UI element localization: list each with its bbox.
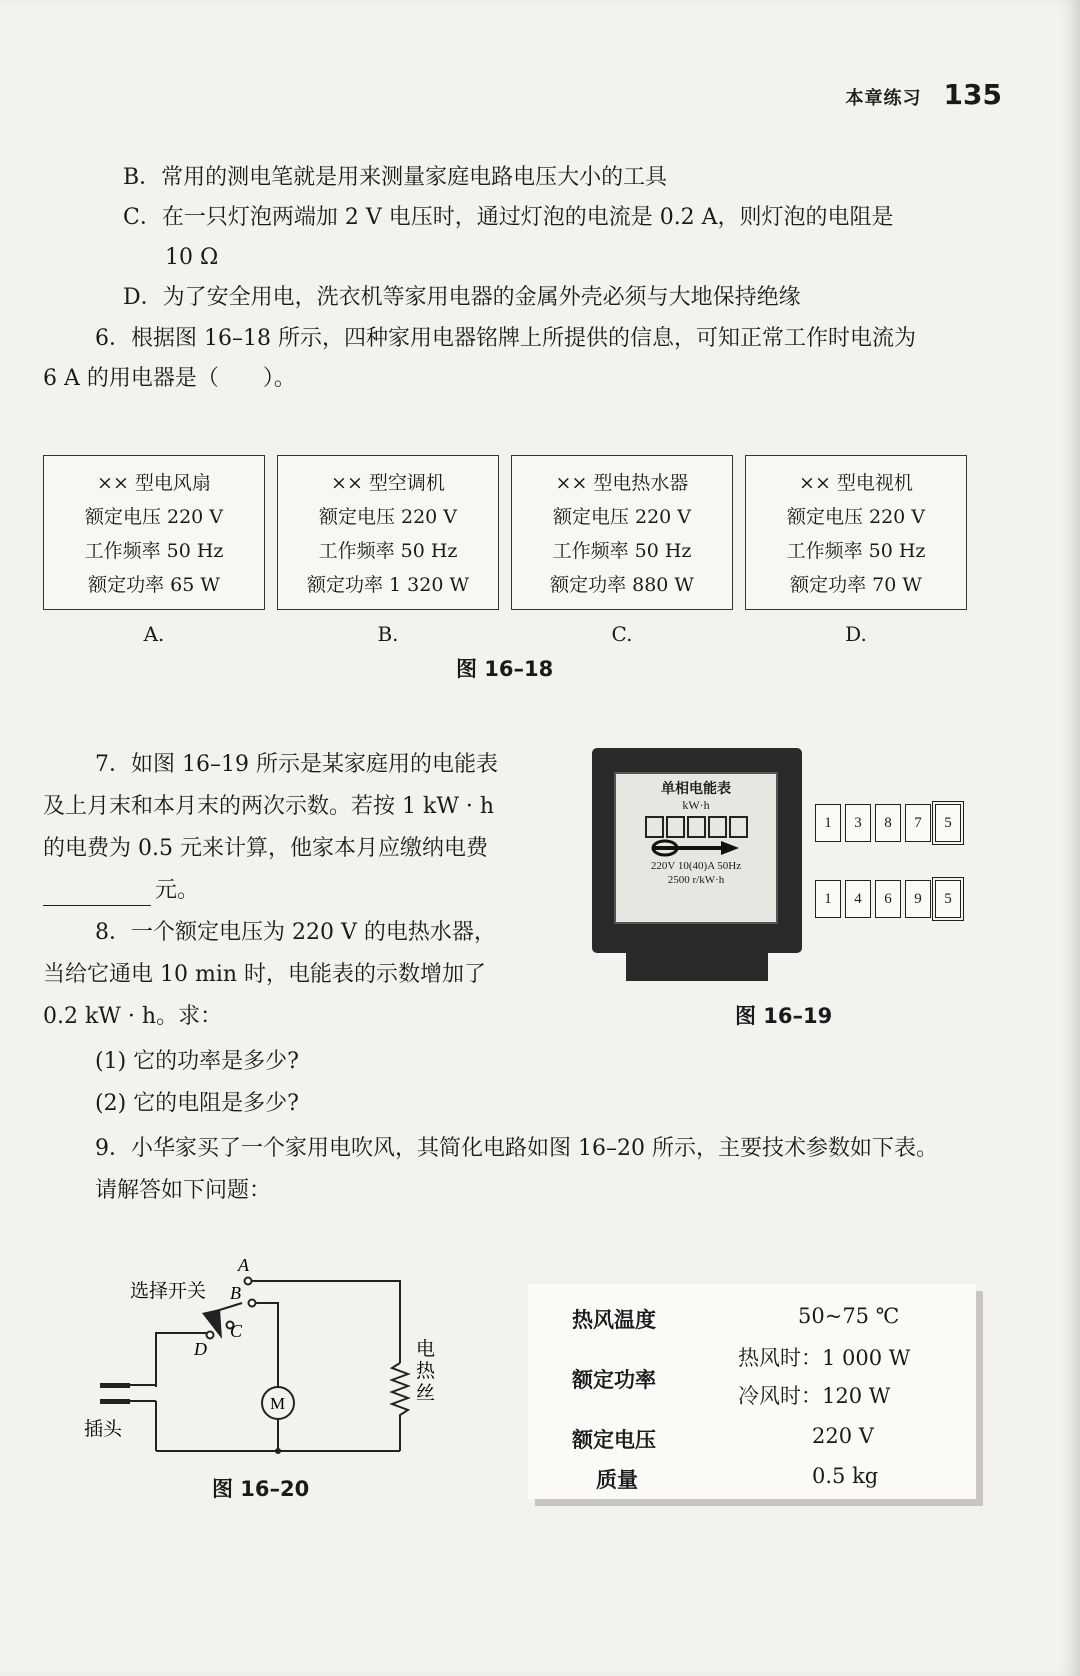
voltage-label: 额定电压 xyxy=(572,1427,656,1452)
reading-digit: 1 xyxy=(815,880,841,918)
chapter-title: 本章练习 xyxy=(845,88,922,109)
option-label-b: B. xyxy=(377,622,399,646)
power-cold-value: 冷风时：120 W xyxy=(738,1384,891,1408)
voltage-value: 220 V xyxy=(812,1424,874,1448)
plate-power: 额定功率 70 W xyxy=(790,574,922,596)
nameplate-water-heater xyxy=(511,455,733,610)
q6-text-line1: 6．根据图 16–18 所示，四种家用电器铭牌上所提供的信息，可知正常工作时电流为 xyxy=(95,326,916,351)
plate-power: 额定功率 880 W xyxy=(550,574,694,596)
hair-dryer-circuit xyxy=(70,1255,470,1475)
reading-digit: 6 xyxy=(875,880,901,918)
reading-digit: 3 xyxy=(845,804,871,842)
q9-text-line2: 请解答如下问题： xyxy=(95,1178,272,1203)
meter-title: 单相电能表 xyxy=(661,782,731,797)
plate-name: ×× 型电热水器 xyxy=(555,472,689,494)
plug-label: 插头 xyxy=(84,1419,123,1440)
blank-suffix: 元。 xyxy=(155,878,200,903)
plate-frequency: 工作频率 50 Hz xyxy=(552,540,692,562)
figure-caption-16-18: 图 16–18 xyxy=(456,657,554,681)
q7-text-line3: 的电费为 0.5 元来计算，他家本月应缴纳电费 xyxy=(43,836,488,861)
plate-voltage: 额定电压 220 V xyxy=(84,506,224,528)
reading-decimal-digit: 5 xyxy=(935,880,961,918)
plate-frequency: 工作频率 50 Hz xyxy=(84,540,224,562)
plate-voltage: 额定电压 220 V xyxy=(318,506,458,528)
motor-label: M xyxy=(270,1394,286,1413)
plate-frequency: 工作频率 50 Hz xyxy=(318,540,458,562)
meter-base xyxy=(626,951,768,981)
reading-last-month xyxy=(815,804,961,842)
contact-b-label: B xyxy=(230,1283,241,1303)
option-label-a: A. xyxy=(143,622,165,646)
meter-digit-window xyxy=(645,816,748,838)
page-number: 135 xyxy=(943,78,1002,111)
reading-digit: 4 xyxy=(845,880,871,918)
contact-d-label: D xyxy=(194,1339,207,1359)
plate-name: ×× 型电视机 xyxy=(799,472,913,494)
q9-text-line1: 9．小华家买了一个家用电吹风，其简化电路如图 16–20 所示，主要技术参数如下表。 xyxy=(95,1136,938,1161)
q7-text-line1: 7．如图 16–19 所示是某家庭用的电能表 xyxy=(95,752,498,777)
figure-caption-16-19: 图 16–19 xyxy=(735,1004,833,1028)
option-labels xyxy=(43,622,967,646)
nameplate-row xyxy=(43,455,967,610)
plate-voltage: 额定电压 220 V xyxy=(552,506,692,528)
temp-value: 50~75 ℃ xyxy=(798,1304,900,1328)
q5-option-c-cont: 10 Ω xyxy=(165,245,219,270)
meter-dial-arrow-icon xyxy=(651,838,741,858)
plate-name: ×× 型电风扇 xyxy=(97,472,211,494)
mass-label: 质量 xyxy=(596,1467,638,1492)
reading-this-month xyxy=(815,880,961,918)
contact-c-label: C xyxy=(230,1321,243,1341)
q5-option-c: C．在一只灯泡两端加 2 V 电压时，通过灯泡的电流是 0.2 A，则灯泡的电阻是 xyxy=(123,205,894,230)
reading-digit: 1 xyxy=(815,804,841,842)
q8-sub-1: (1) 它的功率是多少? xyxy=(95,1049,299,1074)
temp-label: 热风温度 xyxy=(572,1307,656,1332)
plate-name: ×× 型空调机 xyxy=(331,472,445,494)
nameplate-television xyxy=(745,455,967,610)
q8-text-line1: 8．一个额定电压为 220 V 的电热水器， xyxy=(95,920,496,945)
power-label: 额定功率 xyxy=(572,1367,656,1392)
q8-text-line3: 0.2 kW · h。求： xyxy=(43,1004,223,1029)
reading-digit: 7 xyxy=(905,804,931,842)
spec-table xyxy=(528,1284,976,1499)
plate-power: 额定功率 65 W xyxy=(88,574,220,596)
q8-sub-2: (2) 它的电阻是多少? xyxy=(95,1091,299,1116)
answer-blank[interactable] xyxy=(43,885,151,906)
power-hot-value: 热风时：1 000 W xyxy=(738,1346,911,1370)
q5-option-b: B．常用的测电笔就是用来测量家庭电路电压大小的工具 xyxy=(123,165,668,190)
heater-label-2: 热 xyxy=(416,1361,436,1382)
nameplate-air-conditioner xyxy=(277,455,499,610)
q6-text-line2: 6 A 的用电器是（ ）。 xyxy=(43,366,296,391)
plate-voltage: 额定电压 220 V xyxy=(786,506,926,528)
meter-face xyxy=(614,772,778,924)
mass-value: 0.5 kg xyxy=(812,1464,879,1488)
plate-power: 额定功率 1 320 W xyxy=(306,574,469,596)
meter-unit: kW·h xyxy=(682,798,710,812)
reading-digit: 8 xyxy=(875,804,901,842)
heater-label-3: 丝 xyxy=(416,1383,436,1404)
q7-text-line2: 及上月末和本月末的两次示数。若按 1 kW · h xyxy=(43,794,495,819)
heater-label-1: 电 xyxy=(416,1339,436,1360)
switch-label: 选择开关 xyxy=(130,1281,207,1302)
electric-meter xyxy=(592,748,802,953)
q5-option-d: D．为了安全用电，洗衣机等家用电器的金属外壳必须与大地保持绝缘 xyxy=(123,285,801,310)
meter-spec-1: 220V 10(40)A 50Hz xyxy=(650,860,742,872)
figure-caption-16-20: 图 16–20 xyxy=(212,1477,310,1501)
meter-spec-2: 2500 r/kW·h xyxy=(667,874,725,886)
option-label-c: C. xyxy=(611,622,633,646)
reading-digit: 9 xyxy=(905,880,931,918)
q7-answer-line xyxy=(43,876,199,906)
plate-frequency: 工作频率 50 Hz xyxy=(786,540,926,562)
contact-a-label: A xyxy=(238,1255,249,1275)
q8-text-line2: 当给它通电 10 min 时，电能表的示数增加了 xyxy=(43,962,487,987)
nameplate-fan xyxy=(43,455,265,610)
option-label-d: D. xyxy=(845,622,867,646)
page-header xyxy=(846,78,1002,111)
reading-decimal-digit: 5 xyxy=(935,804,961,842)
